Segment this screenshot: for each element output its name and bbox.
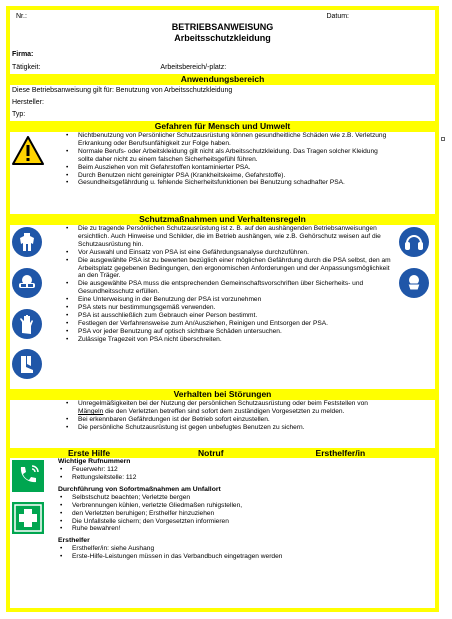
header-top-row: [10, 10, 435, 22]
list-item: • Gesundheitsgefährdung u. fehlende Sicherheitsfunktionen bei Benutzung schadhafter PSA.: [64, 179, 395, 187]
stoerungen-item1-text: Unregelmäßigkeiten bei der Nutzung der persönlichen Schutzausrüstung oder beim Feststellen von: [78, 400, 368, 407]
ersthelfer-section-title: Ersthelfer: [58, 537, 90, 545]
erste-hilfe-text: [54, 458, 435, 588]
nr-label: Nr.:: [16, 12, 27, 20]
sofortmassnahmen-list: [58, 494, 435, 534]
schutz-list: [64, 225, 395, 344]
stoerungen-title: Verhalten bei Störungen: [10, 389, 435, 400]
schutz-title: Schutzmaßnahmen und Verhaltensregeln: [10, 214, 435, 225]
list-item: • Nichtbenutzung von Persönlicher Schutzausrüstung können gesundheitliche Schäden wie z.B. Verletzung Erkrankung oder Berufsunfähigkeit zur Folge haben.: [64, 132, 395, 148]
arbeitsbereich-label[interactable]: Arbeitsbereich/-platz:: [160, 64, 227, 71]
list-item: • Selbstschutz beachten; Verletzte bergen: [58, 494, 435, 502]
list-item: • Eine Unterweisung in der Benutzung der PSA ist vorzunehmen: [64, 296, 395, 304]
warning-triangle-icon: [12, 136, 44, 165]
hersteller-field[interactable]: Hersteller:: [12, 98, 44, 106]
first-aid-cross-icon: [12, 502, 44, 534]
schutz-section: [10, 225, 435, 389]
ersthelfer-list: [58, 545, 435, 561]
stoerungen-item1-text-end: die den Verletzten betreffen sind sofort dem zuständigen Vorgesetzten zu melden.: [103, 407, 345, 415]
maengel-link[interactable]: Mängeln: [78, 407, 104, 415]
document-body: [10, 10, 435, 608]
list-item: • Erste-Hilfe-Leistungen müssen in das Verbandbuch eingetragen werden: [58, 553, 435, 561]
list-item: • Ruhe bewahren!: [58, 525, 435, 533]
list-item: • Normale Berufs- oder Arbeitskleidung gilt nicht als Arbeitsschutzkleidung. Das Tragen solcher Kleidung sollte daher nicht zu einem falschen Sicherheitsgefühl führen.: [64, 148, 395, 164]
list-item: • Ersthelfer/in: siehe Aushang: [58, 545, 435, 553]
gefahren-icon-column: [10, 132, 54, 214]
stoerungen-section: [10, 400, 435, 448]
list-item: • den Verletzten beruhigen; Ersthelfer hinzuziehen: [58, 510, 435, 518]
ersthelfer-title: Ersthelfer/in: [315, 448, 366, 458]
stoerungen-right-spacer: [395, 400, 435, 448]
gefahren-text: [54, 132, 395, 214]
list-item: • PSA ist ausschließlich zum Gebrauch einer Person bestimmt.: [64, 312, 395, 320]
list-item: • Verbrennungen kühlen, verletzte Gliedmaßen ruhigstellen,: [58, 502, 435, 510]
list-item: • PSA vor jeder Benutzung auf optisch sichtbare Schäden untersuchen.: [64, 328, 395, 336]
list-item: • Rettungsleitstelle: 112: [58, 474, 435, 482]
erste-hilfe-title: Erste Hilfe: [68, 448, 111, 458]
rufnummern-list: [58, 466, 435, 482]
face-mask-icon: [399, 268, 429, 298]
gefahren-section: [10, 132, 435, 214]
safety-boots-icon: [12, 349, 42, 379]
document-title: BETRIEBSANWEISUNG: [171, 22, 274, 32]
notruf-title: Notruf: [198, 448, 224, 458]
anwendungsbereich-title: Anwendungsbereich: [10, 74, 435, 85]
safety-goggles-icon: [12, 268, 42, 298]
scope-text: Diese Betriebsanweisung gilt für: Benutzung von Arbeitsschutzkleidung: [12, 87, 233, 94]
gloves-icon: [12, 309, 42, 339]
erste-hilfe-header: [10, 448, 435, 458]
list-item: • Zulässige Tragezeit von PSA nicht überschreiten.: [64, 336, 395, 344]
gefahren-title: Gefahren für Mensch und Umwelt: [10, 121, 435, 132]
list-item: • Die ausgewählte PSA ist zu bewerten bezüglich einer möglichen Gefährdung durch die PSA selbst, den am Arbeitsplatz gegebenen Bedingungen, den ergonomischen Anforderungen und der Anpassungsmöglichkeit an den Träger.: [64, 257, 395, 281]
list-item: • Bei erkennbaren Gefährdungen ist der Betrieb sofort einzustellen.: [64, 416, 395, 424]
list-item: • Beim Ausziehen von mit Gefahrstoffen kontaminierter PSA.: [64, 164, 395, 172]
firma-label: Firma:: [12, 51, 34, 58]
gefahren-right-spacer: [395, 132, 435, 214]
document-subtitle: Arbeitsschutzkleidung: [174, 33, 271, 43]
protective-suit-icon: [12, 227, 42, 257]
firma-field[interactable]: [10, 48, 435, 61]
list-item: • Die Unfallstelle sichern; den Vorgesetzten informieren: [58, 518, 435, 526]
typ-field[interactable]: Typ:: [12, 111, 26, 118]
ear-protection-icon: [399, 227, 429, 257]
erste-hilfe-section: [10, 458, 435, 588]
schutz-text: [54, 225, 395, 389]
list-item: • Durch Benutzen nicht gereinigter PSA (Krankheitskeime, Gefahrstoffe).: [64, 172, 395, 180]
document-frame: [6, 6, 439, 612]
stoerungen-icon-spacer: [10, 400, 54, 448]
list-item: • Die ausgewählte PSA muss die entsprechenden Gemeinschaftsvorschriften über Sicherheits- und Gesundheitsschutz erfüllen.: [64, 280, 395, 296]
list-item: • PSA stets nur bestimmungsgemäß verwenden.: [64, 304, 395, 312]
list-item: • Vor Auswahl und Einsatz von PSA ist eine Gefährdungsanalyse durchzuführen.: [64, 249, 395, 257]
schutz-right-icons: [395, 225, 435, 389]
emergency-phone-icon: [12, 460, 44, 492]
list-item: • Festlegen der Verfahrensweise zum An/Ausziehen, Reinigen und Entsorgen der PSA.: [64, 320, 395, 328]
erste-hilfe-icon-column: [10, 458, 54, 588]
stoerungen-list: [64, 400, 395, 432]
list-item: • Die zu tragende Persönlichen Schutzausrüstung ist z. B. auf den aushängenden Betriebsanweisungen ersichtlich. Auch Hinweise und Schilder, die im Betrieb aushängen, wie z.B. Gehörschutz weisen auf die Schutzausrüstung hin.: [64, 225, 395, 249]
taetigkeit-label[interactable]: Tätigkeit:: [12, 64, 41, 71]
sofortmassnahmen-title: Durchführung von Sofortmaßnahmen am Unfallort: [58, 485, 221, 493]
resize-handle[interactable]: [441, 137, 445, 141]
taetigkeit-row: [10, 61, 435, 74]
gefahren-list: [64, 132, 395, 187]
list-item: • Die persönliche Schutzausrüstung ist gegen unbefugtes Benutzen zu sichern.: [64, 424, 395, 432]
stoerungen-text: [54, 400, 395, 448]
datum-label: Datum:: [326, 12, 349, 20]
schutz-icon-column: [10, 225, 54, 389]
list-item: • Feuerwehr: 112: [58, 466, 435, 474]
list-item: [64, 400, 395, 416]
rufnummern-title: Wichtige Rufnummern: [58, 458, 131, 465]
